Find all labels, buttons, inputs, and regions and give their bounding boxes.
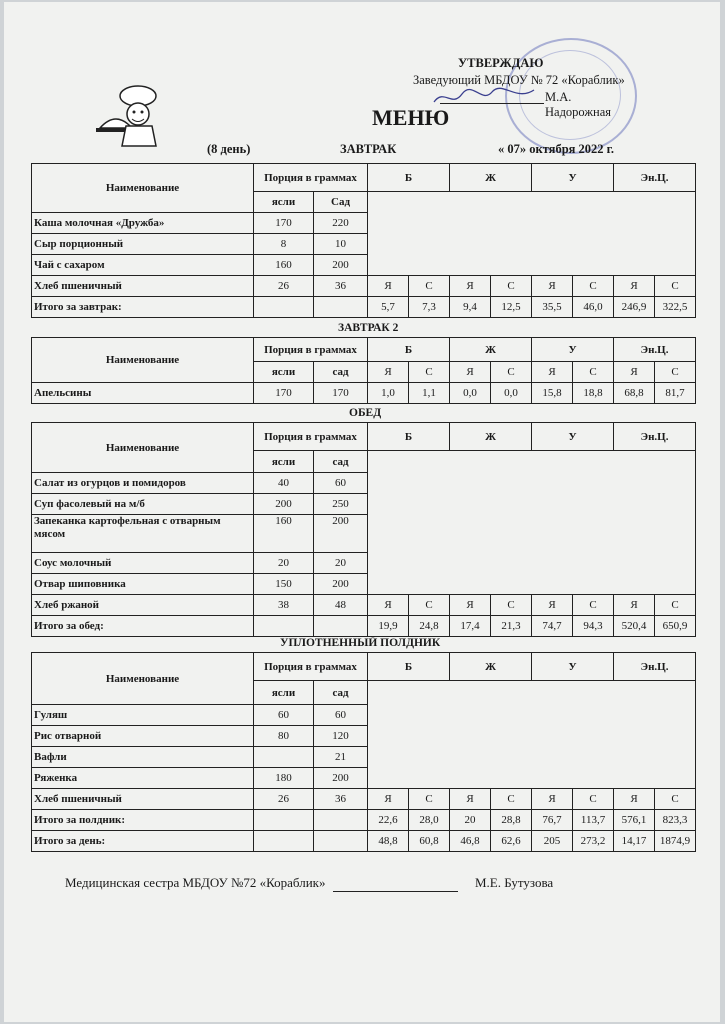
snack-title: УПЛОТНЕННЫЙ ПОЛДНИК [280,637,441,649]
col-portion-header: Порция в граммах [254,338,368,362]
breakfast-title: ЗАВТРАК [340,142,397,156]
total-row: Итого за завтрак: 5,7 7,3 9,4 12,5 35,5 46,0 246,9 322,5 [32,297,696,318]
table-row: Апельсины 170 170 1,0 1,1 0,0 0,0 15,8 18,8 68,8 81,7 [32,383,696,404]
blank-area [368,681,696,789]
total-row: Итого за полдник: 22,6 28,0 20 28,8 76,7 113,7 576,1 823,3 [32,810,696,831]
approval-position: Заведующий МБДОУ № 72 «Кораблик» [413,73,625,87]
table-row: Ряженка 180 200 [32,768,696,789]
table-row: Суп фасолевый на м/б 200 250 [32,494,696,515]
table-row: Хлеб пшеничный 26 36 Я С Я С Я С Я С [32,789,696,810]
menu-date: « 07» октября 2022 г. [498,142,615,156]
col-garden-header: Сад [314,192,368,213]
breakfast2-table: Наименование Порция в граммах Б Ж У Эн.Ц. ясли сад Я С Я С Я С Я С Апельсины 170 170 1,0 1,1 0,0 0,0 15,8 18,8 68,8 81,7 [31,337,696,404]
approval-name: М.А. Надорожная [545,90,611,119]
chef-icon [92,84,172,150]
breakfast-table [31,163,696,318]
col-name-header: Наименование [32,653,254,705]
col-name-header: Наименование [32,338,254,383]
table-row: Чай с сахаром 160 200 [32,255,696,276]
total-row: Итого за обед: 19,9 24,8 17,4 21,3 74,7 94,3 520,4 650,9 [32,616,696,637]
blank-area [368,192,696,276]
col-name-header: Наименование [32,164,254,213]
lunch-title: ОБЕД [349,407,382,419]
approval-title: УТВЕРЖДАЮ [458,56,544,70]
nurse-position: Медицинская сестра МБДОУ №72 «Кораблик» [65,875,326,890]
col-zh-header: Ж [450,164,532,192]
nurse-signature-line [333,875,458,892]
breakfast2-title: ЗАВТРАК 2 [338,322,399,334]
day-total-row: Итого за день: 48,8 60,8 46,8 62,6 205 273,2 14,17 1874,9 [32,831,696,852]
footer [65,875,553,892]
table-row: Отвар шиповника 150 200 [32,574,696,595]
table-row: Каша молочная «Дружба» 170 220 [32,213,696,234]
snack-table: Наименование Порция в граммах Б Ж У Эн.Ц. ясли сад Гуляш 60 60 Рис отварной 80 120 Вафли 21 Ряженка 180 200 Хлеб пшеничный 26 36 Я С Я С Я С Я С Итого за полдник: 22,6 28,0 20 28,8 76,7 113,7 576,1 823,3 Итого за день: 48,8 60,8 46,8 62,6 205 273,2 14,17 1874,9 [31,652,696,852]
lunch-table: Наименование Порция в граммах Б Ж У Эн.Ц. ясли сад Салат из огурцов и помидоров 40 60 Суп фасолевый на м/б 200 250 Запеканка картофельная с отварным мясом 160 200 Соус молочный 20 20 Отвар шиповника 150 200 Хлеб ржаной 38 48 Я С Я С Я С Я С Итого за обед: 19,9 24,8 17,4 21,3 74,7 94,3 520,4 650,9 [31,422,696,637]
col-en-header: Эн.Ц. [614,164,696,192]
table-row: Хлеб пшеничный 26 36 Я С Я С Я С Я С [32,276,696,297]
table-row: Вафли 21 [32,747,696,768]
col-portion-header: Порция в граммах [254,423,368,451]
col-name-header: Наименование [32,423,254,473]
blank-area [368,451,696,595]
table-row: Рис отварной 80 120 [32,726,696,747]
col-u-header: У [532,164,614,192]
table-row: Сыр порционный 8 10 [32,234,696,255]
col-portion-header: Порция в граммах [254,653,368,681]
col-b-header: Б [368,164,450,192]
day-label: (8 день) [207,142,251,156]
col-portion-header: Порция в граммах [254,164,368,192]
col-nursery-header: ясли [254,192,314,213]
menu-title: МЕНЮ [372,105,450,130]
table-row: Хлеб ржаной 38 48 Я С Я С Я С Я С [32,595,696,616]
table-row: Гуляш 60 60 [32,705,696,726]
table-row: Запеканка картофельная с отварным мясом 160 200 [32,515,696,553]
table-row: Салат из огурцов и помидоров 40 60 [32,473,696,494]
table-row: Соус молочный 20 20 [32,553,696,574]
nurse-name: М.Е. Бутузова [474,875,554,890]
